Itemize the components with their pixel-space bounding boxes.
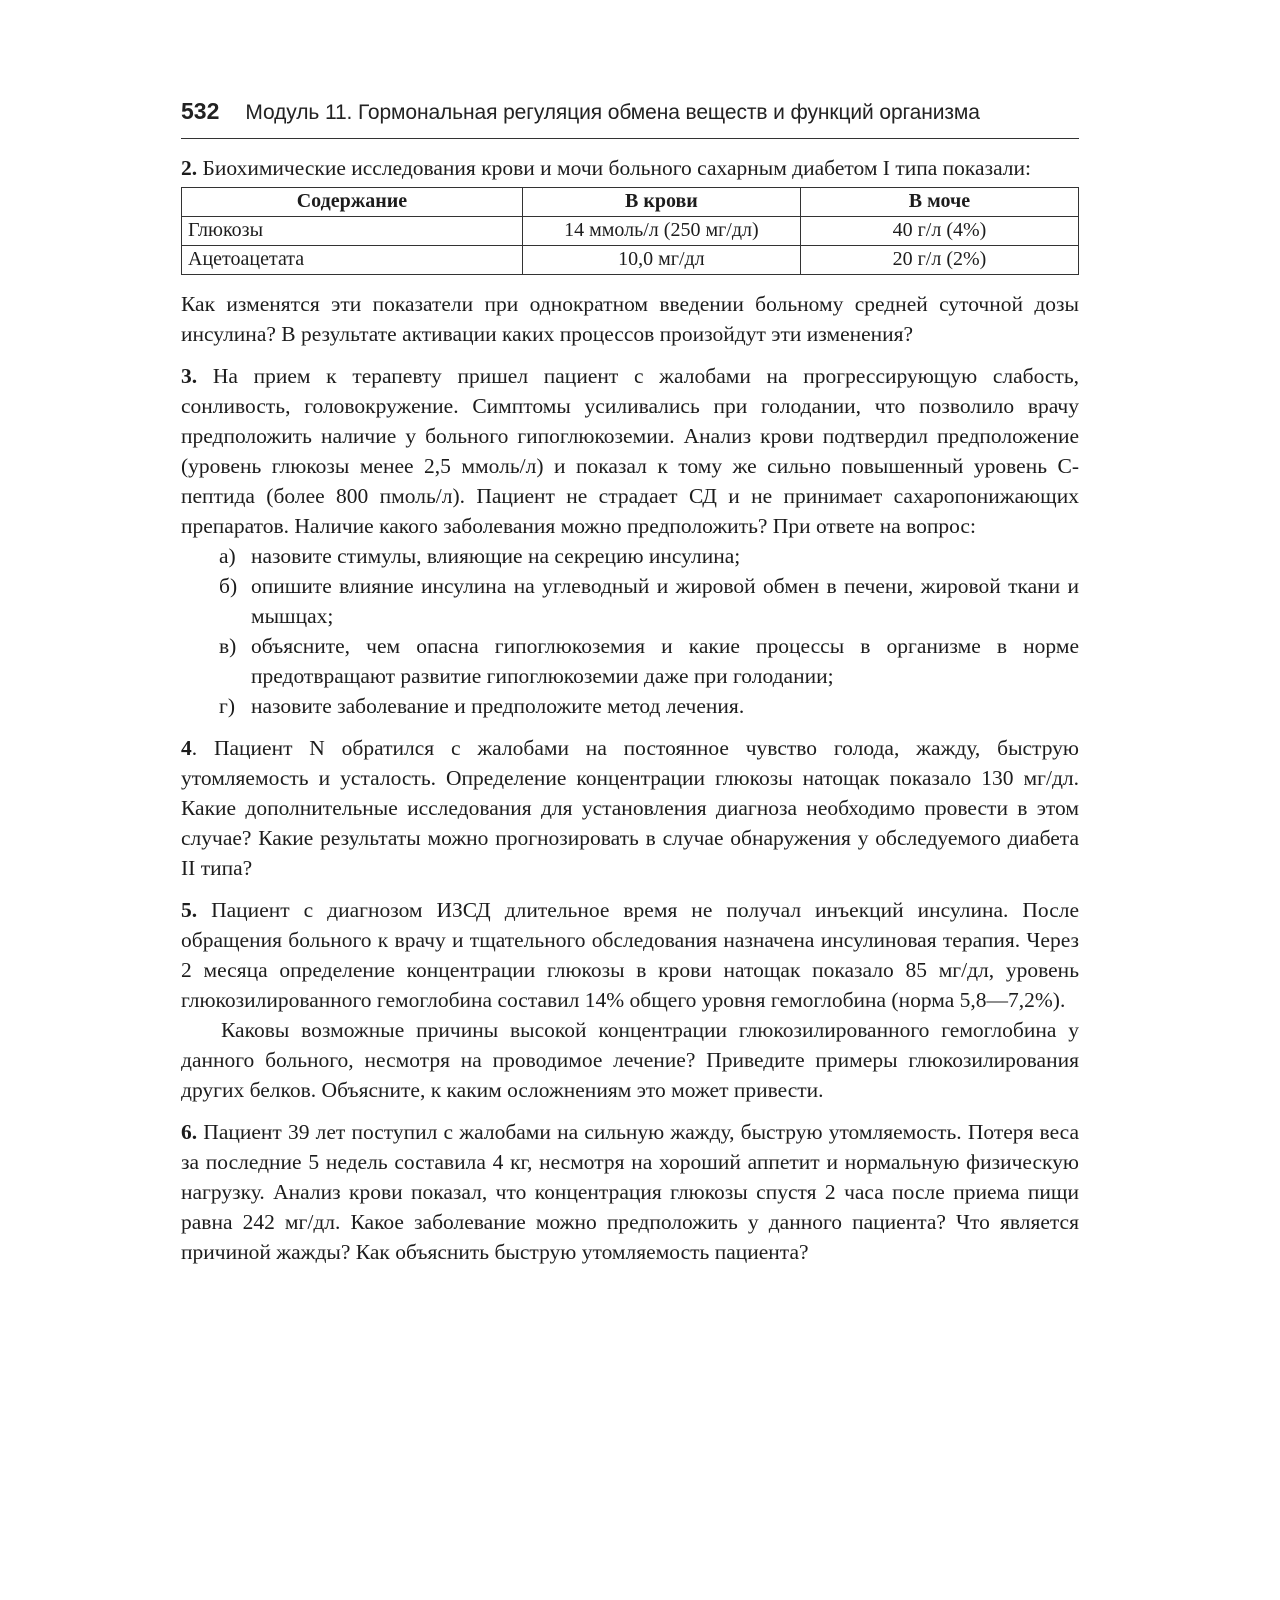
table-cell: 10,0 мг/дл xyxy=(522,246,800,275)
list-marker: г) xyxy=(219,694,235,718)
list-item xyxy=(219,571,1079,631)
task-5-question: Каковы возможные причины высокой концентрации глюкозилированного гемоглобина у данного больного, несмотря на проводимое лечение? Приведите примеры глюкозилирования других белков. Объясните, к каким осложнениям это может привести. xyxy=(181,1018,1079,1102)
list-item xyxy=(219,691,1079,721)
list-item-text: опишите влияние инсулина на углеводный и жировой обмен в печени, жировой ткани и мышцах; xyxy=(251,574,1079,628)
table-cell: Ацетоацетата xyxy=(182,246,523,275)
list-marker: а) xyxy=(219,544,236,568)
task-3 xyxy=(181,361,1079,721)
task-number: 5. xyxy=(181,898,198,922)
list-item xyxy=(219,631,1079,691)
table-cell: 20 г/л (2%) xyxy=(800,246,1078,275)
task-6-text xyxy=(181,1117,1079,1267)
module-title: Модуль 11. Гормональная регуляция обмена веществ и функций организма xyxy=(245,101,980,124)
task-number: 4 xyxy=(181,736,192,760)
task-5 xyxy=(181,895,1079,1105)
table-header-row xyxy=(182,188,1079,217)
list-item-text: объясните, чем опасна гипоглюкоземия и какие процессы в организме в норме предотвращают развитие гипоглюкоземии даже при голодании; xyxy=(251,634,1079,688)
task-text: На прием к терапевту пришел пациент с жалобами на прогрессирующую слабость, сонливость, головокружение. Симптомы усиливались при голодании, что позволило врачу предположить наличие у больного гипоглюкоземии. Анализ крови подтвердил предположение (уровень глюкозы менее 2,5 ммоль/л) и показал к тому же сильно повышенный уровень С-пептида (более 800 пмоль/л). Пациент не страдает СД и не принимает сахаропонижающих препаратов. Наличие какого заболевания можно предположить? При ответе на вопрос: xyxy=(181,364,1080,538)
column-header-content: Содержание xyxy=(182,188,523,217)
running-head xyxy=(181,96,1079,139)
task-text: Пациент 39 лет поступил с жалобами на сильную жажду, быструю утомляемость. Потеря веса за последние 5 недель составила 4 кг, несмотря на хороший аппетит и нормальную физическую нагрузку. Анализ крови показал, что концентрация глюкозы спустя 2 часа после приема пищи равна 242 мг/дл. Какое заболевание можно предположить у данного пациента? Что является причиной жажды? Как объяснить быструю утомляемость пациента? xyxy=(181,1120,1080,1264)
table-cell: 14 ммоль/л (250 мг/дл) xyxy=(522,217,800,246)
task-5-text xyxy=(181,895,1079,1015)
list-item-text: назовите стимулы, влияющие на секрецию инсулина; xyxy=(251,544,741,568)
page-number: 532 xyxy=(181,98,220,124)
list-marker: в) xyxy=(219,634,237,658)
list-marker: б) xyxy=(219,574,238,598)
table-row xyxy=(182,217,1079,246)
task-2 xyxy=(181,153,1079,349)
table-row xyxy=(182,246,1079,275)
lab-results-table xyxy=(181,187,1079,275)
task-text: Биохимические исследования крови и мочи больного сахарным диабетом I типа показали: xyxy=(202,156,1032,180)
task-4 xyxy=(181,733,1079,883)
table-cell: 40 г/л (4%) xyxy=(800,217,1078,246)
table-cell: Глюкозы xyxy=(182,217,523,246)
task-2-intro xyxy=(181,153,1079,183)
task-6 xyxy=(181,1117,1079,1267)
column-header-urine: В моче xyxy=(800,188,1078,217)
list-item xyxy=(219,541,1079,571)
task-4-text xyxy=(181,733,1079,883)
column-header-blood: В крови xyxy=(522,188,800,217)
task-text: . Пациент N обратился с жалобами на постоянное чувство голода, жажду, быструю утомляемость и усталость. Определение концентрации глюкозы натощак показало 130 мг/дл. Какие дополнительные исследования для установления диагноза необходимо провести в этом случае? Какие результаты можно прогнозировать в случае обнаружения у обследуемого диабета II типа? xyxy=(181,736,1079,880)
task-number: 2. xyxy=(181,156,198,180)
task-number: 6. xyxy=(181,1120,198,1144)
task-2-question: Как изменятся эти показатели при однократном введении больному средней суточной дозы инсулина? В результате активации каких процессов произойдут эти изменения? xyxy=(181,292,1079,346)
book-page xyxy=(181,96,1079,1279)
task-text: Пациент с диагнозом ИЗСД длительное время не получал инъекций инсулина. После обращения больного к врачу и тщательного обследования назначена инсулиновая терапия. Через 2 месяца определение концентрации глюкозы в крови натощак показало 85 мг/дл, уровень глюкозилированного гемоглобина составил 14% общего уровня гемоглобина (норма 5,8—7,2%). xyxy=(181,898,1080,1012)
list-item-text: назовите заболевание и предположите метод лечения. xyxy=(251,694,745,718)
question-list xyxy=(181,541,1079,721)
task-number: 3. xyxy=(181,364,198,388)
task-3-text xyxy=(181,361,1079,541)
